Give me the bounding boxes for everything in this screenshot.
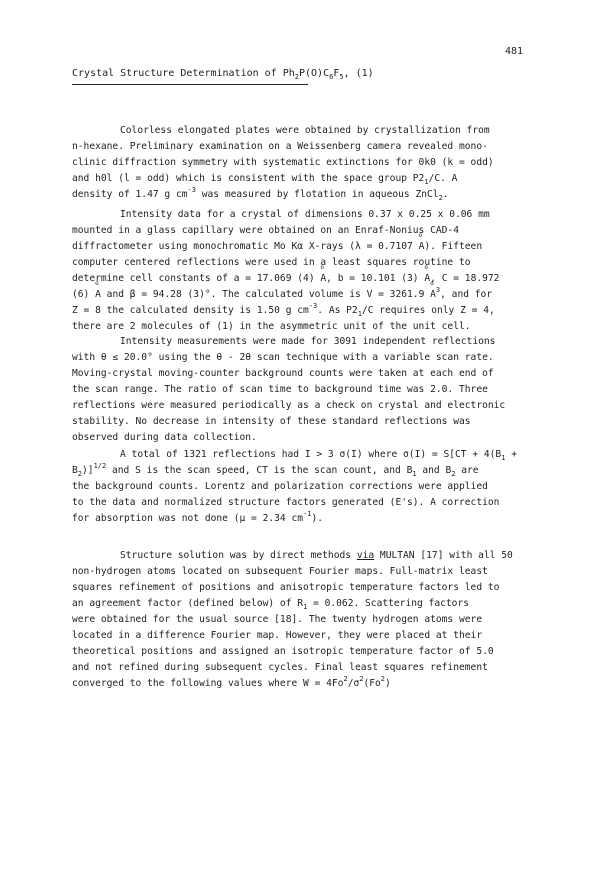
paragraph-intensity-measurements: Intensity measurements were made for 3091 independent reflections with θ ≤ 20.0° using the θ - 2θ scan technique with a variable scan rate. Moving-crystal moving-counter background counts were taken at each end of the scan range. The ratio of scan time to background time was 2.0. Three reflections were measured periodically as a check on crystal and electronic stability. No decrease in intensity of these standard reflections was observed during data collection. [72, 336, 506, 443]
running-head: Crystal Structure Determination of $Ph_2P(O)C_6F_5$, (1) [72, 66, 528, 82]
paragraph-intensity-data: Intensity data for a crystal of dimensions 0.37 x 0.25 x 0.06 mm mounted in a glass capillary were obtained on an Enraf-Nonius CAD-4 diffractometer using monochromatic Mo Kα X-rays (λ = 0.7107 o A). Fifteen computer centered reflections were used in a least squares routine to determine cell constants of a = 17.069 (4) o A, b = 10.101 (3) o A, C = 18.972 (6) o A and β = 94.28 (3)°. The calculated volume is V = 3261.9 o $A^3$, and for Z = 8 the calculated density is 1.50 g $cm^{-3}$. As $P2_1/C$ requires only Z = 4, there are 2 molecules of (1) in the asymmetric unit of the unit cell. [72, 207, 528, 335]
header-rule [72, 84, 308, 85]
paragraph-structure-solution: Structure solution was by direct methods via MULTAN [17] with all 50 non-hydrogen atoms located on subsequent Fourier maps. Full-matrix least squares refinement of positions and anisotropic temperature factors led to an agreement factor (defined below) of $R_1 = 0.062$. Scattering factors were obtained for the usual source [18]. The twenty hydrogen atoms were located in a difference Fourier map. However, they were placed at their theoretical positions and assigned an isotropic temperature factor of 5.0 and not refined during subsequent cycles. Final least squares refinement converged to the following values where $W = 4Fo^2/\sigma^2(Fo^2)$ [72, 550, 513, 689]
paragraph-reflections: A total of 1321 reflections had I > 3 σ(I) where $\sigma(I) = S[CT + 4(B_1$ + $B_2)]^{1/2}$ and S is the scan speed, CT is the scan count, and $B_1$ and $B_2$ are the background counts. Lorentz and polarization corrections were applied to the data and normalized structure factors generated (E's). A correction for absorption was not done (μ = 2.34 $cm^{-1}$). [72, 449, 517, 524]
page-number: 481 [505, 46, 524, 57]
paragraph-crystals: Colorless elongated plates were obtained by crystallization from n-hexane. Preliminary examination on a Weissenberg camera revealed mono- clinic diffraction symmetry with systematic extinctions for 0k0 (k = odd) and h0l (l = odd) which is consistent with the space group $P2_1/C$. A density of 1.47 g $cm^{-3}$ was measured by flotation in aqueous ZnCl$_2$. [72, 125, 494, 202]
